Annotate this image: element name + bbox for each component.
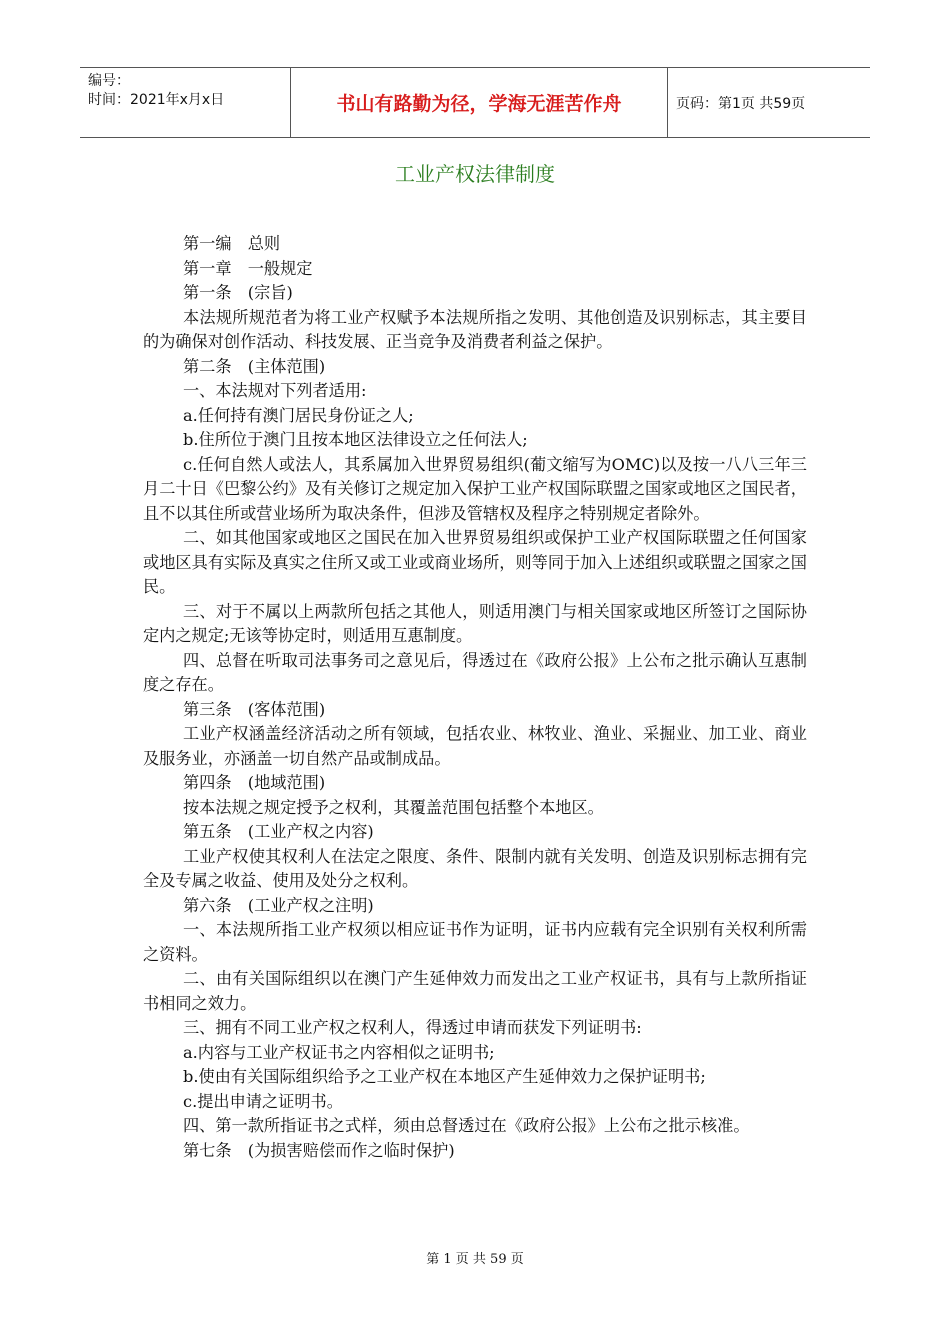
header-meta bbox=[80, 68, 291, 137]
paragraph: b.使由有关国际组织给予之工业产权在本地区产生延伸效力之保护证明书; bbox=[183, 1067, 706, 1086]
paragraph: 第三条 (客体范围) bbox=[183, 699, 326, 719]
paragraph: 二、如其他国家或地区之国民在加入世界贸易组织或保护工业产权国际联盟之任何国家或地区具有实际及真实之住所又或工业或商业场所，则等同于加入上述组织或联盟之国家之国民。 bbox=[143, 528, 807, 596]
paragraph: 三、拥有不同工业产权之权利人，得透过申请而获发下列证明书: bbox=[183, 1018, 642, 1037]
paragraph: a.内容与工业产权证书之内容相似之证明书; bbox=[183, 1042, 495, 1062]
paragraph: 工业产权使其权利人在法定之限度、条件、限制内就有关发明、创造及识别标志拥有完全及专属之收益、使用及处分之权利。 bbox=[143, 846, 807, 890]
paragraph: 第四条 (地域范围) bbox=[183, 773, 326, 792]
paragraph: 第六条 (工业产权之注明) bbox=[183, 895, 374, 915]
paragraph: 按本法规之规定授予之权利，其覆盖范围包括整个本地区。 bbox=[183, 797, 604, 817]
page-footer: 第 1 页 共 59 页 bbox=[426, 1252, 524, 1267]
paragraph: 第五条 (工业产权之内容) bbox=[183, 822, 374, 841]
paragraph: 四、第一款所指证书之式样，须由总督透过在《政府公报》上公布之批示核准。 bbox=[183, 1116, 750, 1135]
number-label: 编号： bbox=[88, 73, 130, 89]
paragraph: 第二条 (主体范围) bbox=[183, 356, 326, 376]
paragraph: 一、本法规所指工业产权须以相应证书作为证明，证书内应载有完全识别有关权利所需之资料。 bbox=[143, 920, 807, 964]
paragraph: a.任何持有澳门居民身份证之人; bbox=[183, 405, 414, 425]
paragraph: 第一章 一般规定 bbox=[183, 258, 313, 278]
paragraph: 工业产权涵盖经济活动之所有领域，包括农业、林牧业、渔业、采掘业、加工业、商业及服务业，亦涵盖一切自然产品或制成品。 bbox=[143, 724, 807, 768]
paragraph: 三、对于不属以上两款所包括之其他人，则适用澳门与相关国家或地区所签订之国际协定内之规定;无该等协定时，则适用互惠制度。 bbox=[143, 601, 807, 645]
paragraph: 第一编 总则 bbox=[183, 234, 281, 253]
paragraph: 本法规所规范者为将工业产权赋予本法规所指之发明、其他创造及识别标志，其主要目的为确保对创作活动、科技发展、正当竞争及消费者利益之保护。 bbox=[143, 307, 807, 351]
paragraph: 第一条 (宗旨) bbox=[183, 283, 293, 302]
paragraph: 二、由有关国际组织以在澳门产生延伸效力而发出之工业产权证书，具有与上款所指证书相同之效力。 bbox=[143, 969, 807, 1013]
paragraph: b.住所位于澳门且按本地区法律设立之任何法人; bbox=[183, 430, 528, 449]
date-label: 时间：2021年x月x日 bbox=[88, 92, 225, 108]
page-header bbox=[80, 67, 870, 138]
paragraph: 第七条 (为损害赔偿而作之临时保护) bbox=[183, 1140, 455, 1160]
header-page-info: 页码：第1页 共59页 bbox=[676, 95, 806, 112]
header-motto: 书山有路勤为径，学海无涯苦作舟 bbox=[291, 68, 668, 137]
paragraph: 四、总督在听取司法事务司之意见后，得透过在《政府公报》上公布之批示确认互惠制度之存在。 bbox=[143, 650, 807, 694]
paragraph: c.任何自然人或法人，其系属加入世界贸易组织(葡文缩写为OMC)以及按一八八三年三月二十日《巴黎公约》及有关修订之规定加入保护工业产权国际联盟之国家或地区之国民者，且不以其住所或营业场所为取决条件，但涉及管辖权及程序之特别规定者除外。 bbox=[143, 454, 807, 523]
document-title: 工业产权法律制度 bbox=[395, 162, 555, 186]
document-body bbox=[143, 232, 807, 1163]
paragraph: c.提出申请之证明书。 bbox=[183, 1091, 343, 1111]
paragraph: 一、本法规对下列者适用: bbox=[183, 381, 367, 400]
